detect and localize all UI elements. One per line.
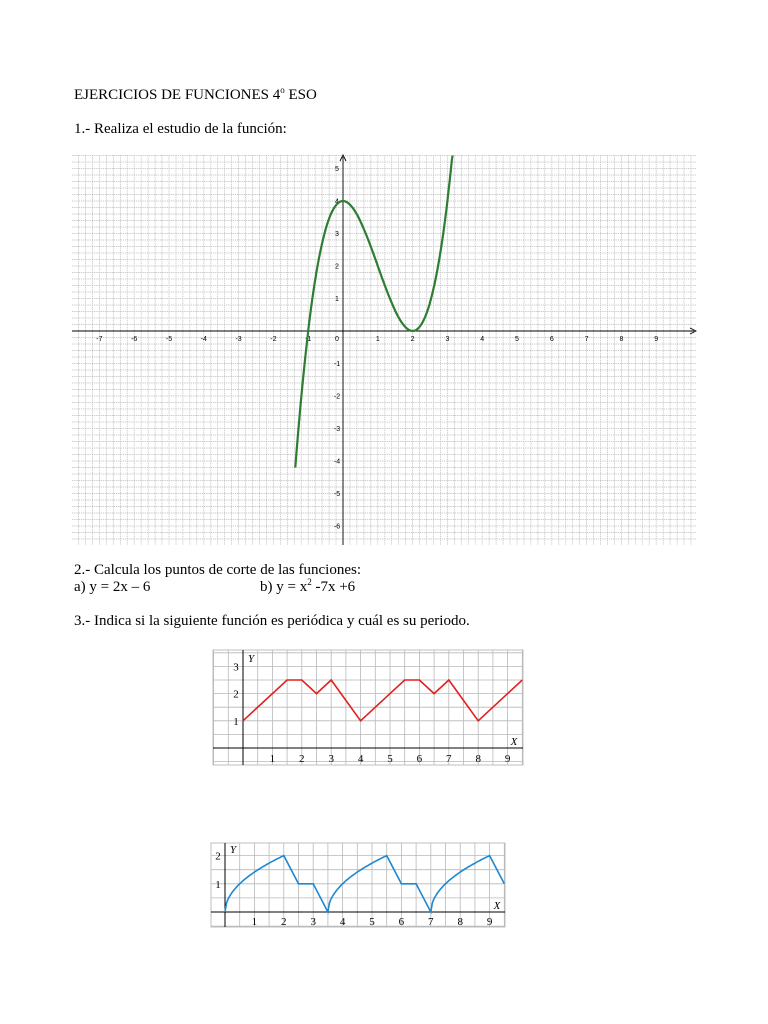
x-tick-label: 7 [446,753,452,765]
heading-superscript: o [280,85,285,95]
x-tick-label: 1 [375,336,380,343]
x-tick-label: 4 [480,336,485,343]
heading-suffix: ESO [284,87,317,103]
x-tick-label: 6 [549,336,554,343]
y-tick-label: 2 [335,263,339,271]
x-axis-label: X [493,900,501,912]
x-tick-label: 6 [398,916,405,928]
question-2b-text: b) y = x [260,579,308,595]
x-tick-label: 5 [387,753,393,765]
x-tick-label: 3 [328,753,334,765]
x-tick-label: 7 [584,336,589,343]
x-tick-label: -3 [235,336,242,343]
x-tick-label: 1 [269,753,276,765]
y-tick-label: 5 [335,166,339,173]
y-tick-label: 1 [233,715,239,728]
y-tick-label: 2 [215,850,221,863]
question-2b-rest: -7x +6 [311,579,356,595]
x-tick-label: 8 [475,753,481,765]
y-tick-label: -3 [333,426,341,433]
x-tick-label: 5 [369,916,375,928]
question-2a: a) y = 2x – 6 [74,579,151,595]
x-tick-label: 9 [486,916,493,928]
question-1: 1.- Realiza el estudio de la función: [74,121,287,137]
y-tick-label: -4 [333,458,341,466]
x-tick-label: 8 [457,916,463,928]
y-tick-label: 4 [335,198,339,206]
y-tick-label: -6 [333,523,341,531]
x-tick-label: 7 [428,916,434,928]
x-tick-label: 2 [281,916,287,928]
x-tick-label: 0 [335,336,339,343]
y-tick-label: -1 [333,361,341,368]
x-tick-label: -4 [200,336,207,343]
question-2: 2.- Calcula los puntos de corte de las funciones: [74,562,362,578]
x-tick-label: -2 [270,336,277,343]
x-tick-label: 4 [357,753,364,765]
x-tick-label: 2 [410,336,415,343]
x-tick-label: -6 [131,336,138,343]
x-tick-label: 1 [251,916,258,928]
x-tick-label: 5 [515,336,519,343]
x-tick-label: 9 [504,753,511,765]
x-tick-label: 4 [339,916,346,928]
y-tick-label: -2 [333,393,341,401]
y-axis-label: Y [229,844,237,856]
y-tick-label: -5 [333,491,341,498]
y-tick-label: 2 [233,688,239,701]
y-tick-label: 1 [335,296,339,303]
x-tick-label: -7 [96,336,103,343]
x-tick-label: 3 [310,916,316,928]
x-tick-label: 3 [445,336,450,343]
x-tick-label: 9 [654,336,659,343]
x-tick-label: -5 [165,336,173,343]
question-3: 3.- Indica si la siguiente función es periódica y cuál es su periodo. [74,613,470,629]
x-tick-label: -1 [305,336,312,343]
x-tick-label: 6 [416,753,423,765]
y-tick-label: 1 [215,878,221,891]
y-tick-label: 3 [233,661,239,674]
x-tick-label: 2 [299,753,305,765]
y-axis-label: Y [247,653,255,665]
x-tick-label: 8 [619,336,624,343]
x-axis-label: X [510,736,518,748]
y-tick-label: 3 [335,231,339,238]
question-2b-exponent: 2 [307,577,312,587]
heading-text: EJERCICIOS DE FUNCIONES 4 [74,87,281,103]
